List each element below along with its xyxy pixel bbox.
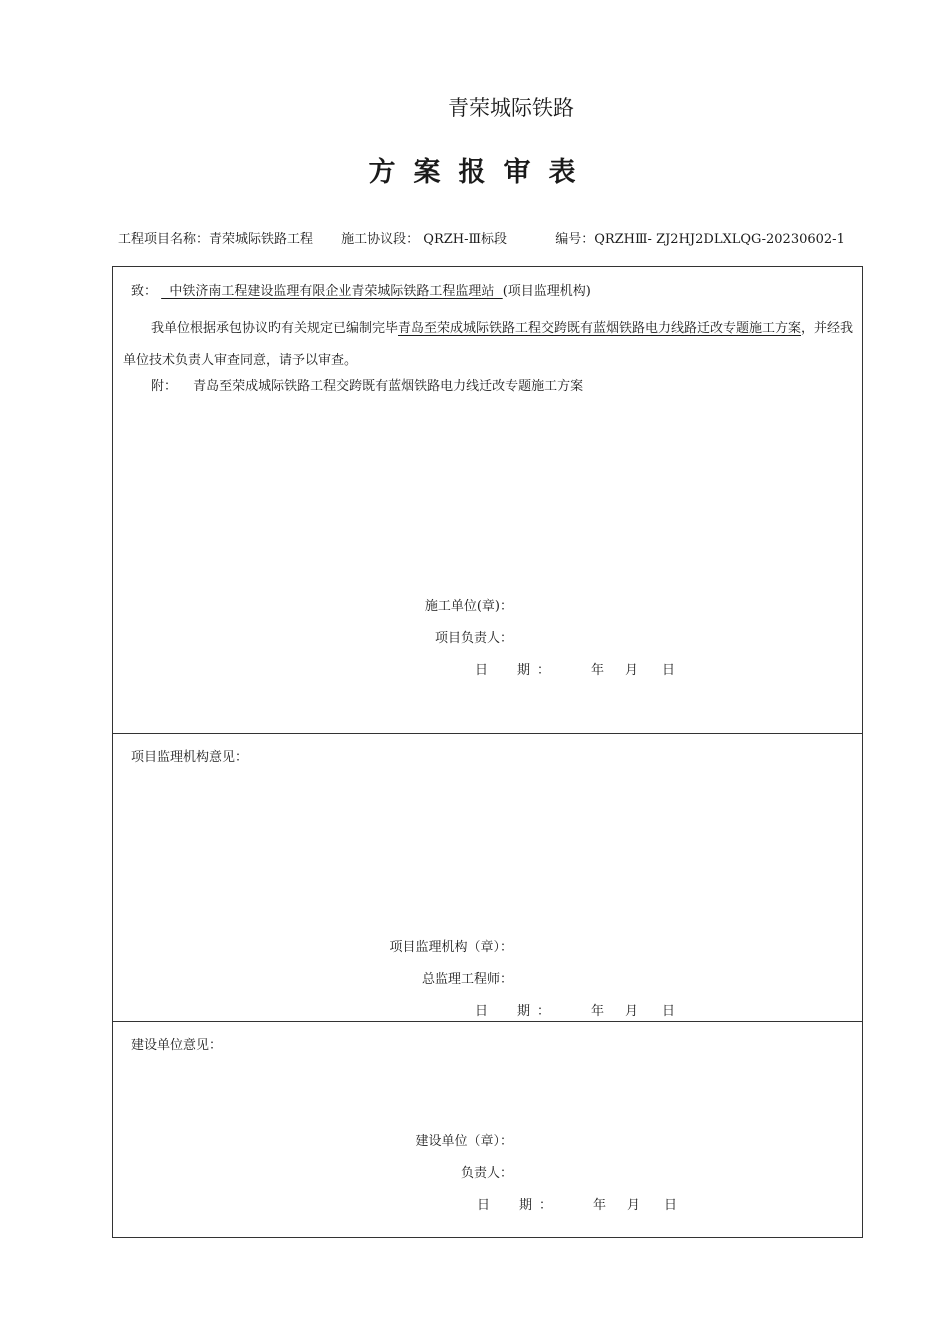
construction-unit-seal-label: 施工单位(章)： xyxy=(424,599,513,614)
recipient-name: 中铁济南工程建设监理有限企业青荣城际铁路工程监理站 xyxy=(161,284,503,299)
plan-name: 青岛至荣成城际铁路工程交跨既有蓝烟铁路电力线路迁改专题施工方案 xyxy=(398,321,802,336)
attachment-text: 青岛至荣成城际铁路工程交跨既有蓝烟铁路电力线迁改专题施工方案 xyxy=(193,379,584,394)
attachment-label: 附： xyxy=(151,379,178,394)
date-label-qi: 期 xyxy=(517,1004,531,1019)
date-month: 月 xyxy=(627,1198,641,1213)
paragraph-prefix: 我单位根据承包协议旳有关规定已编制完毕 xyxy=(151,321,399,336)
project-name: 工程项目名称：青荣城际铁路工程 xyxy=(118,232,314,247)
owner-person-label: 负责人： xyxy=(460,1166,513,1181)
serial-number: 编号：QRZHⅢ- ZJ2HJ2DLXLQG-20230602-1 xyxy=(555,232,845,247)
date-day: 日 xyxy=(664,1198,678,1213)
recipient-line xyxy=(131,280,591,299)
date-label-ri: 日 xyxy=(475,663,489,678)
date-label-qi: 期 xyxy=(519,1198,533,1213)
project-manager-label: 项目负责人： xyxy=(434,631,513,646)
date-colon: ： xyxy=(539,1198,553,1213)
submission-section xyxy=(113,267,862,733)
supervisor-opinion-label: 项目监理机构意见： xyxy=(131,750,249,765)
date-label-qi: 期 xyxy=(517,663,531,678)
submission-paragraph xyxy=(123,313,855,377)
submission-date-row xyxy=(113,659,862,679)
date-colon: ： xyxy=(537,663,551,678)
recipient-suffix: (项目监理机构) xyxy=(502,284,591,299)
owner-opinion-label: 建设单位意见： xyxy=(131,1038,223,1053)
owner-opinion-section xyxy=(113,1021,862,1238)
owner-seal-label: 建设单位（章）： xyxy=(415,1134,513,1149)
date-month: 月 xyxy=(625,1004,639,1019)
supervisor-seal-label: 项目监理机构（章）： xyxy=(389,940,513,955)
meta-line xyxy=(118,228,845,247)
date-label-ri: 日 xyxy=(477,1198,491,1213)
date-day: 日 xyxy=(662,1004,676,1019)
date-colon: ： xyxy=(537,1004,551,1019)
contract-section: 施工协议段： QRZH-Ⅲ标段 xyxy=(341,232,508,247)
form-title: 方案报审表 xyxy=(368,157,594,188)
date-label-ri: 日 xyxy=(475,1004,489,1019)
supervisor-opinion-section xyxy=(113,733,862,1021)
date-month: 月 xyxy=(625,663,639,678)
date-day: 日 xyxy=(662,663,676,678)
railway-name-heading: 青荣城际铁路 xyxy=(448,96,574,120)
paragraph-suffix: ，并经我单位技术负责人审查同意，请予以审查。 xyxy=(123,321,854,368)
chief-engineer-label: 总监理工程师： xyxy=(421,972,513,987)
supervisor-date-row xyxy=(113,1000,862,1020)
date-year: 年 xyxy=(593,1198,607,1213)
approval-form-table xyxy=(112,266,863,1238)
owner-date-row xyxy=(113,1194,862,1214)
date-year: 年 xyxy=(591,1004,605,1019)
date-year: 年 xyxy=(591,663,605,678)
attachment-line xyxy=(151,375,583,394)
to-label: 致： xyxy=(131,284,158,299)
